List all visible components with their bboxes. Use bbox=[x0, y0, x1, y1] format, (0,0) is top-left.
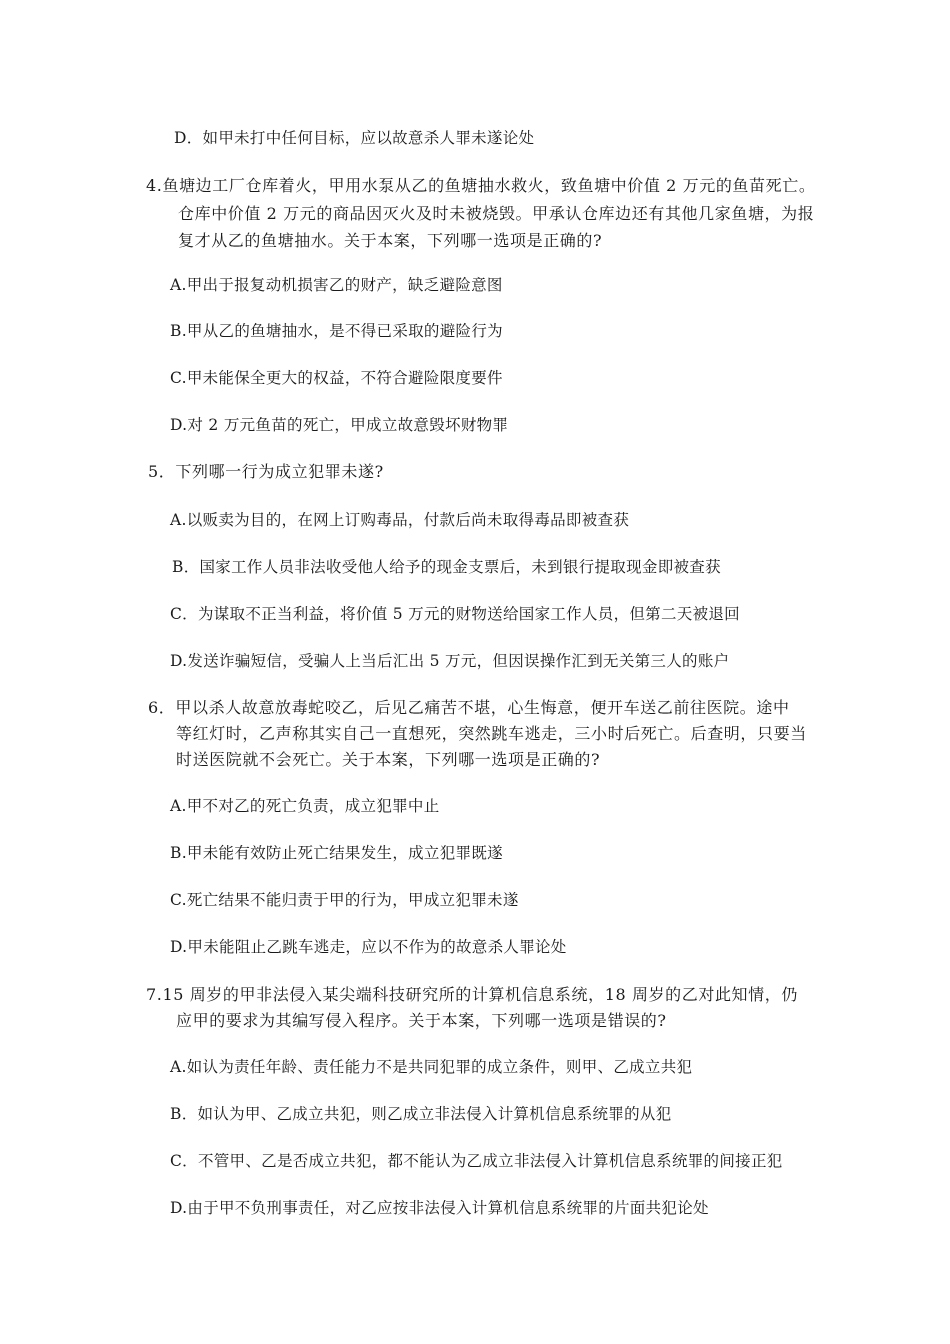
q7-option-c: C．不管甲、乙是否成立共犯，都不能认为乙成立非法侵入计算机信息系统罪的间接正犯 bbox=[170, 1152, 783, 1170]
q7-option-a: A.如认为责任年龄、责任能力不是共同犯罪的成立条件，则甲、乙成立共犯 bbox=[170, 1058, 693, 1076]
q7-option-d: D.由于甲不负刑事责任，对乙应按非法侵入计算机信息系统罪的片面共犯论处 bbox=[170, 1199, 709, 1217]
q5-option-c: C．为谋取不正当利益，将价值 5 万元的财物送给国家工作人员，但第二天被退回 bbox=[170, 605, 740, 623]
q5-option-b: B．国家工作人员非法收受他人给予的现金支票后，未到银行提取现金即被查获 bbox=[172, 558, 721, 576]
q7-option-b: B．如认为甲、乙成立共犯，则乙成立非法侵入计算机信息系统罪的从犯 bbox=[170, 1105, 672, 1123]
q5-option-a: A.以贩卖为目的，在网上订购毒品，付款后尚未取得毒品即被查获 bbox=[170, 511, 630, 529]
q4-stem-line-2: 仓库中价值 2 万元的商品因灭火及时未被烧毁。甲承认仓库边还有其他几家鱼塘，为报 bbox=[178, 204, 815, 223]
q7-stem-line-1: 7.15 周岁的甲非法侵入某尖端科技研究所的计算机信息系统，18 周岁的乙对此知情，仍 bbox=[146, 985, 798, 1004]
q6-stem-line-3: 时送医院就不会死亡。关于本案，下列哪一选项是正确的? bbox=[176, 750, 601, 769]
q6-option-c: C.死亡结果不能归责于甲的行为，甲成立犯罪未遂 bbox=[170, 891, 519, 909]
q6-option-b: B.甲未能有效防止死亡结果发生，成立犯罪既遂 bbox=[170, 844, 503, 862]
q4-option-b: B.甲从乙的鱼塘抽水，是不得已采取的避险行为 bbox=[170, 322, 503, 340]
q4-option-a: A.甲出于报复动机损害乙的财产，缺乏避险意图 bbox=[170, 276, 503, 294]
q6-stem-line-1: 6．甲以杀人故意放毒蛇咬乙，后见乙痛苦不堪，心生悔意，便开车送乙前往医院。途中 bbox=[148, 698, 790, 717]
q3-option-d: D．如甲未打中任何目标，应以故意杀人罪未遂论处 bbox=[174, 129, 535, 147]
q6-stem-line-2: 等红灯时，乙声称其实自己一直想死，突然跳车逃走，三小时后死亡。后查明，只要当 bbox=[176, 724, 807, 743]
q4-stem-line-1: 4.鱼塘边工厂仓库着火，甲用水泵从乙的鱼塘抽水救火，致鱼塘中价值 2 万元的鱼苗死亡。 bbox=[146, 176, 816, 195]
q5-option-d: D.发送诈骗短信，受骗人上当后汇出 5 万元，但因误操作汇到无关第三人的账户 bbox=[170, 652, 730, 670]
q5-stem: 5．下列哪一行为成立犯罪未遂? bbox=[148, 462, 384, 481]
q4-option-c: C.甲未能保全更大的权益，不符合避险限度要件 bbox=[170, 369, 503, 387]
q7-stem-line-2: 应甲的要求为其编写侵入程序。关于本案，下列哪一选项是错误的? bbox=[176, 1011, 667, 1030]
q6-option-a: A.甲不对乙的死亡负责，成立犯罪中止 bbox=[170, 797, 440, 815]
q6-option-d: D.甲未能阻止乙跳车逃走，应以不作为的故意杀人罪论处 bbox=[170, 938, 567, 956]
q4-stem-line-3: 复才从乙的鱼塘抽水。关于本案，下列哪一选项是正确的? bbox=[178, 231, 603, 250]
q4-option-d: D.对 2 万元鱼苗的死亡，甲成立故意毁坏财物罪 bbox=[170, 416, 509, 434]
